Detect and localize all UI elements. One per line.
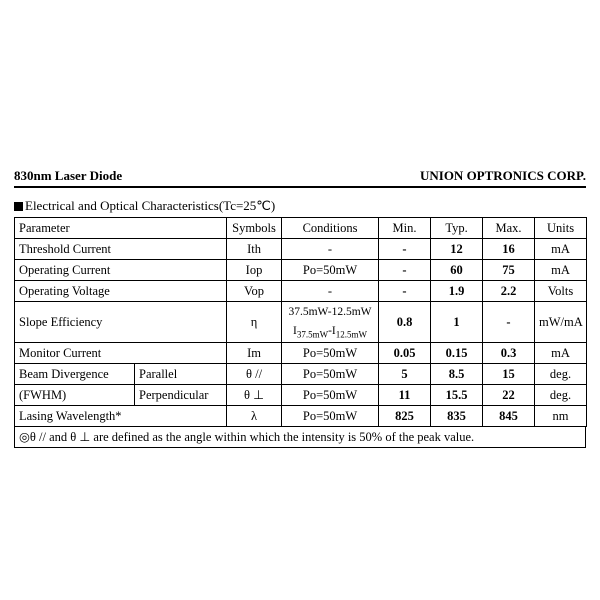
table-row xyxy=(15,364,587,385)
cell-min: 825 xyxy=(379,406,431,427)
cell-condition: Po=50mW xyxy=(282,406,379,427)
cell-max: 2.2 xyxy=(483,281,535,302)
column-header-symbols: Symbols xyxy=(227,218,282,239)
table-row xyxy=(15,281,587,302)
company-name: UNION OPTRONICS CORP. xyxy=(419,168,586,183)
column-header-typ: Typ. xyxy=(431,218,483,239)
cell-min: - xyxy=(379,239,431,260)
cell-units: deg. xyxy=(535,364,587,385)
cell-symbol: η xyxy=(227,302,282,343)
table-row xyxy=(15,385,587,406)
cell-parameter: Operating Current xyxy=(15,260,227,281)
cell-min: - xyxy=(379,281,431,302)
cell-parameter-sub: Perpendicular xyxy=(135,385,227,406)
cell-units: deg. xyxy=(535,385,587,406)
table-header-row xyxy=(15,218,587,239)
column-header-conditions: Conditions xyxy=(282,218,379,239)
table-row xyxy=(15,343,587,364)
cell-units: mA xyxy=(535,343,587,364)
cell-typ: 1.9 xyxy=(431,281,483,302)
cell-symbol: Ith xyxy=(227,239,282,260)
cell-parameter-sub: Parallel xyxy=(135,364,227,385)
cell-condition-line2 xyxy=(282,322,379,343)
cell-typ: 0.15 xyxy=(431,343,483,364)
cell-parameter: (FWHM) xyxy=(15,385,135,406)
cell-symbol: θ ⊥ xyxy=(227,385,282,406)
cell-condition: Po=50mW xyxy=(282,343,379,364)
table-row xyxy=(15,239,587,260)
cell-condition: - xyxy=(282,281,379,302)
cell-symbol: Vop xyxy=(227,281,282,302)
characteristics-table xyxy=(14,217,587,427)
column-header-max: Max. xyxy=(483,218,535,239)
section-title-row xyxy=(14,198,586,214)
cell-min: - xyxy=(379,260,431,281)
cell-units: mA xyxy=(535,260,587,281)
cond-sub1: 37.5mW xyxy=(296,328,329,339)
cell-parameter: Beam Divergence xyxy=(15,364,135,385)
cell-parameter: Slope Efficiency xyxy=(15,302,227,343)
cell-max: 16 xyxy=(483,239,535,260)
cond-pre: I xyxy=(293,324,297,337)
cell-min: 0.05 xyxy=(379,343,431,364)
cell-parameter: Monitor Current xyxy=(15,343,227,364)
bullet-square-icon xyxy=(14,202,23,211)
cell-condition-line1: 37.5mW-12.5mW xyxy=(282,302,379,323)
cell-units: Volts xyxy=(535,281,587,302)
cell-symbol: θ // xyxy=(227,364,282,385)
table-row xyxy=(15,260,587,281)
product-title: 830nm Laser Diode xyxy=(14,168,123,183)
column-header-min: Min. xyxy=(379,218,431,239)
cell-min: 0.8 xyxy=(379,302,431,343)
cell-max: 15 xyxy=(483,364,535,385)
table-row-slope-top xyxy=(15,302,587,323)
column-header-parameter: Parameter xyxy=(15,218,227,239)
cell-max: - xyxy=(483,302,535,343)
cell-parameter: Lasing Wavelength* xyxy=(15,406,227,427)
cell-typ: 8.5 xyxy=(431,364,483,385)
cell-parameter: Operating Voltage xyxy=(15,281,227,302)
column-header-units: Units xyxy=(535,218,587,239)
cell-units: mW/mA xyxy=(535,302,587,343)
cond-mid: -I xyxy=(328,324,336,337)
cell-condition: Po=50mW xyxy=(282,260,379,281)
cond-sub2: 12.5mW xyxy=(335,328,368,339)
table-row xyxy=(15,406,587,427)
cell-parameter: Threshold Current xyxy=(15,239,227,260)
cell-typ: 835 xyxy=(431,406,483,427)
cell-condition: - xyxy=(282,239,379,260)
page-header xyxy=(14,168,586,188)
cell-typ: 15.5 xyxy=(431,385,483,406)
footnote: ◎θ // and θ ⊥ are defined as the angle within which the intensity is 50% of the peak value. xyxy=(14,427,586,448)
cell-units: nm xyxy=(535,406,587,427)
cell-units: mA xyxy=(535,239,587,260)
cell-condition: Po=50mW xyxy=(282,364,379,385)
cell-symbol: Iop xyxy=(227,260,282,281)
cell-max: 22 xyxy=(483,385,535,406)
cell-max: 75 xyxy=(483,260,535,281)
cell-max: 0.3 xyxy=(483,343,535,364)
cell-typ: 60 xyxy=(431,260,483,281)
cell-max: 845 xyxy=(483,406,535,427)
cell-min: 11 xyxy=(379,385,431,406)
cell-condition: Po=50mW xyxy=(282,385,379,406)
section-title-text: Electrical and Optical Characteristics(Tc=25℃) xyxy=(25,198,276,213)
cell-min: 5 xyxy=(379,364,431,385)
cell-typ: 1 xyxy=(431,302,483,343)
datasheet-page xyxy=(14,168,586,448)
cell-typ: 12 xyxy=(431,239,483,260)
cell-symbol: Im xyxy=(227,343,282,364)
cell-symbol: λ xyxy=(227,406,282,427)
